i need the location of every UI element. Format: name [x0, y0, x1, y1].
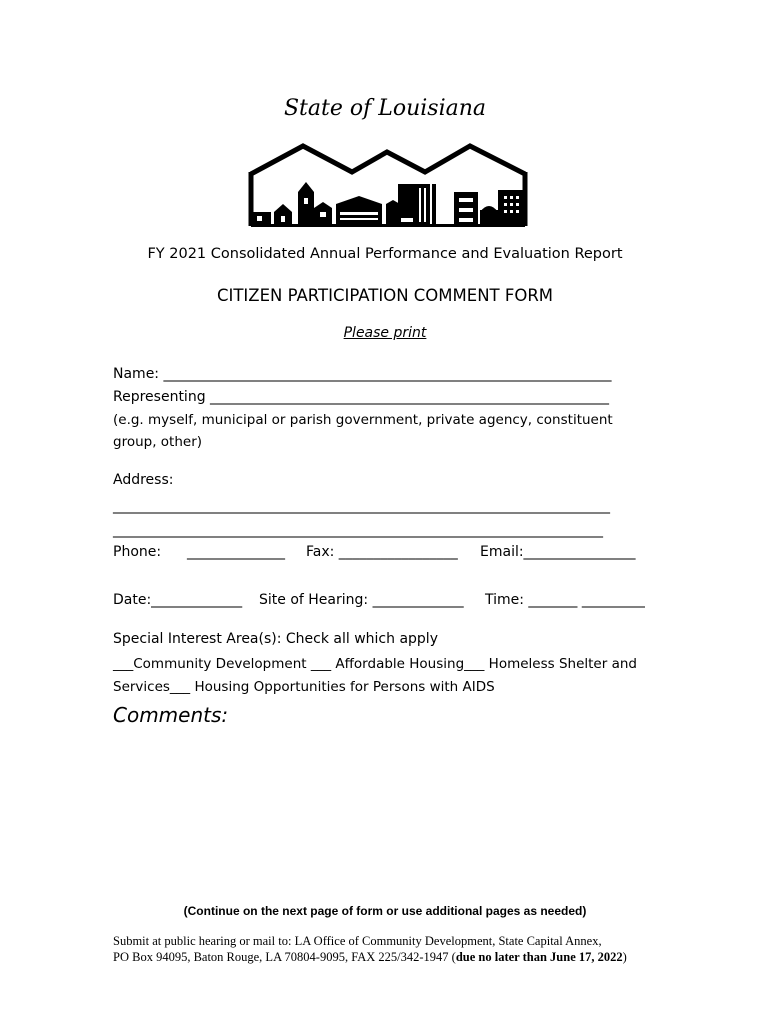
- address-label: Address:: [113, 472, 174, 488]
- name-field[interactable]: Name: ________________________________________________________________: [113, 366, 612, 382]
- representing-hint: (e.g. myself, municipal or parish government, private agency, constituent: [113, 412, 613, 428]
- interest-options-cont[interactable]: Services___ Housing Opportunities for Persons with AIDS: [113, 679, 495, 695]
- date-field[interactable]: Date:_____________: [113, 592, 243, 608]
- page-title: State of Louisiana: [283, 96, 487, 121]
- address-line-2[interactable]: ______________________________________________________________________: [113, 522, 603, 538]
- fax-field[interactable]: Fax: _________________: [306, 544, 458, 560]
- address-line-1[interactable]: _______________________________________________________________________: [113, 498, 610, 514]
- interest-options[interactable]: ___Community Development ___ Affordable Housing___ Homeless Shelter and: [113, 656, 637, 672]
- continue-note: (Continue on the next page of form or use additional pages as needed): [183, 904, 587, 918]
- email-field[interactable]: Email:________________: [480, 544, 636, 560]
- submit-address-close: ): [622, 950, 627, 964]
- site-of-hearing-field[interactable]: Site of Hearing: _____________: [259, 592, 464, 608]
- submit-address: [113, 950, 627, 965]
- print-instruction: Please print: [343, 325, 427, 341]
- representing-field[interactable]: Representing _________________________________________________________: [113, 389, 610, 405]
- form-title: CITIZEN PARTICIPATION COMMENT FORM: [216, 286, 554, 305]
- phone-label: Phone:: [113, 544, 162, 560]
- submit-instructions: Submit at public hearing or mail to: LA Office of Community Development, State Capital Annex,: [113, 934, 602, 948]
- deadline: due no later than June 17, 2022: [455, 950, 623, 964]
- time-field[interactable]: Time: _______ _________: [485, 592, 645, 608]
- special-interest-heading: Special Interest Area(s): Check all which apply: [113, 631, 438, 647]
- phone-field[interactable]: ______________: [187, 544, 285, 560]
- report-title: FY 2021 Consolidated Annual Performance and Evaluation Report: [147, 246, 623, 262]
- state-skyline-icon: [248, 142, 528, 228]
- representing-hint-cont: group, other): [113, 434, 203, 450]
- comments-area[interactable]: [113, 735, 658, 895]
- comments-label: Comments:: [113, 703, 229, 727]
- submit-address-text: PO Box 94095, Baton Rouge, LA 70804-9095, FAX 225/342-1947 (: [113, 950, 456, 964]
